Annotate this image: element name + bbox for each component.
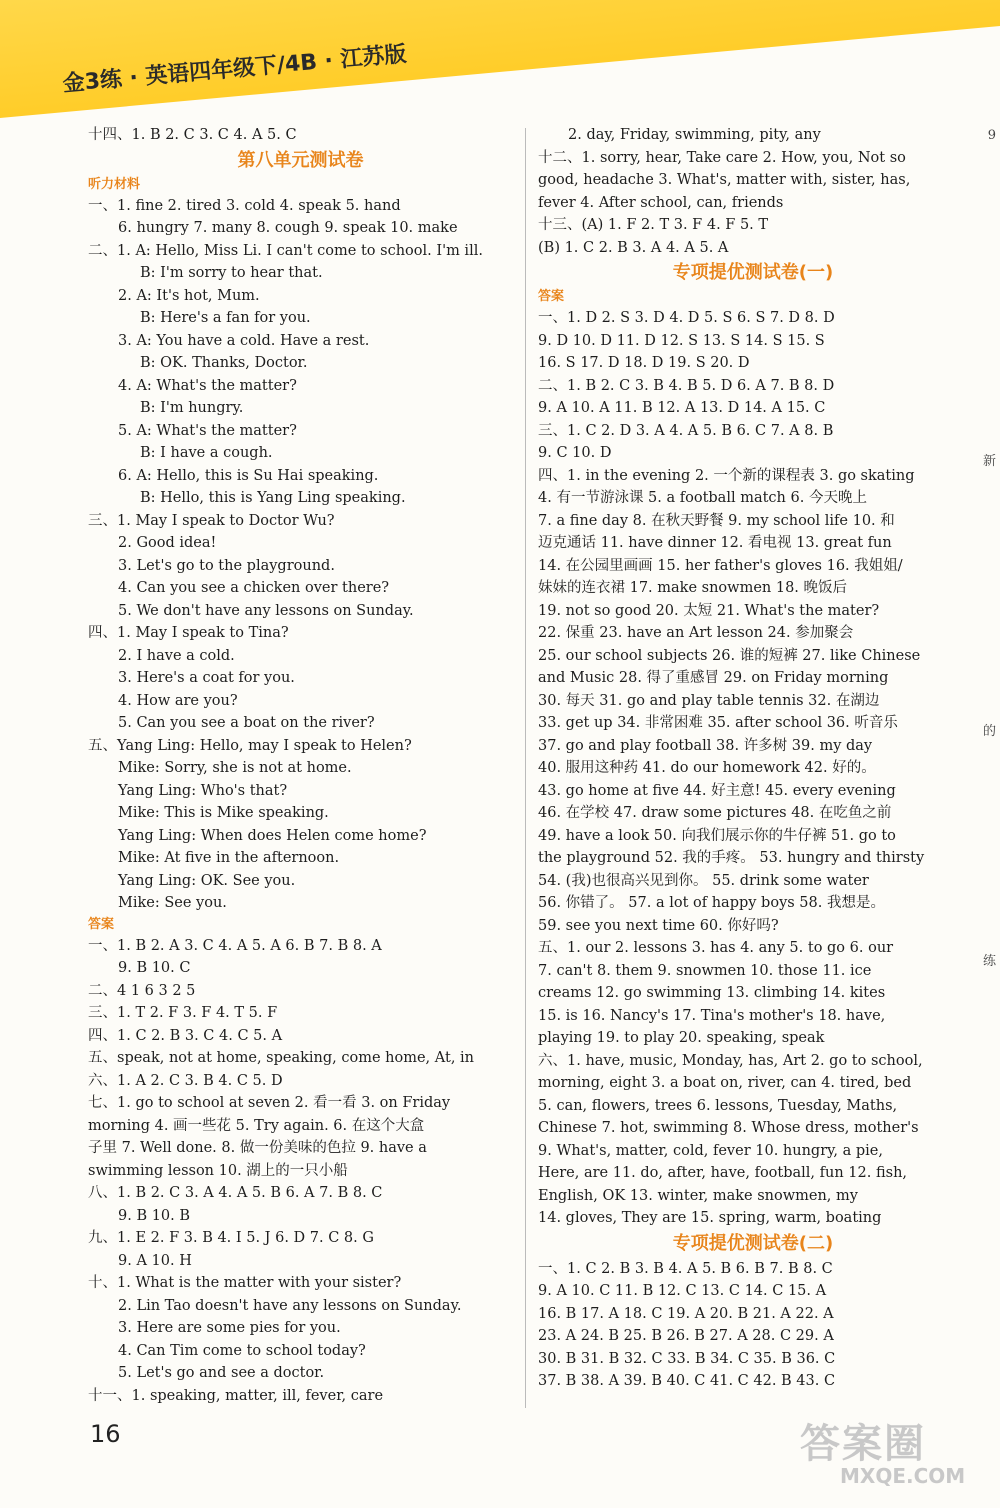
answer-line: Mike: This is Mike speaking. [118, 805, 329, 821]
answer-line: good, headache 3. What's, matter with, sister, has, [538, 172, 911, 188]
answer-line: 9. D 10. D 11. D 12. S 13. S 14. S 15. S [538, 332, 825, 349]
watermark-logo [800, 1412, 966, 1488]
section-label: 答案 [538, 289, 565, 304]
answer-line: (B) 1. C 2. B 3. A 4. A 5. A [538, 239, 729, 256]
answer-line: fever 4. After school, can, friends [538, 194, 784, 211]
answer-line: 二、1. A: Hello, Miss Li. I can't come to school. I'm ill. [88, 242, 483, 259]
answer-line: 3. Here's a coat for you. [118, 670, 295, 686]
answer-line: 2. Lin Tao doesn't have any lessons on Sunday. [118, 1297, 462, 1314]
answer-line: 七、1. go to school at seven 2. 看一看 3. on Friday [88, 1095, 451, 1111]
answer-line: 14. gloves, They are 15. spring, warm, boating [538, 1210, 882, 1226]
answer-line: 三、1. May I speak to Doctor Wu? [88, 512, 335, 529]
answer-line: B: I'm hungry. [140, 400, 244, 416]
answer-line: Here, are 11. do, after, have, football, fun 12. fish, [538, 1165, 908, 1181]
answer-line: 六、1. A 2. C 3. B 4. C 5. D [88, 1072, 283, 1089]
answer-line: B: I have a cough. [140, 445, 273, 461]
answer-line: the playground 52. 我的手疼。 53. hungry and thirsty [538, 850, 925, 866]
answer-line: 3. Here are some pies for you. [118, 1320, 341, 1336]
answer-line: 25. our school subjects 26. 谁的短裤 27. like Chinese [538, 647, 921, 664]
answer-line: 迈克通话 11. have dinner 12. 看电视 13. great fun [538, 535, 892, 551]
answer-line: 2. Good idea! [118, 535, 217, 551]
answer-line: 一、1. C 2. B 3. B 4. A 5. B 6. B 7. B 8. C [538, 1260, 833, 1277]
section-heading: 专项提优测试卷(一) [672, 262, 834, 283]
side-mark: 的 [982, 724, 996, 739]
answer-line: 4. Can you see a chicken over there? [118, 580, 390, 596]
answer-line: 五、1. our 2. lessons 3. has 4. any 5. to go 6. our [538, 940, 894, 956]
answer-line: 子里 7. Well done. 8. 做一份美味的色拉 9. have a [88, 1140, 427, 1156]
answer-line: 23. A 24. B 25. B 26. B 27. A 28. C 29. A [538, 1328, 834, 1344]
answer-line: 9. A 10. C 11. B 12. C 13. C 14. C 15. A [538, 1283, 827, 1299]
answer-line: 三、1. C 2. D 3. A 4. A 5. B 6. C 7. A 8. B [538, 422, 834, 439]
answer-line: 妹妹的连衣裙 17. make snowmen 18. 晚饭后 [538, 580, 848, 596]
answer-line: 十三、(A) 1. F 2. T 3. F 4. F 5. T [538, 217, 769, 233]
answer-line: Mike: Sorry, she is not at home. [118, 760, 352, 776]
answer-line: 46. 在学校 47. draw some pictures 48. 在吃鱼之前 [538, 805, 892, 821]
answer-line: 3. Let's go to the playground. [118, 557, 335, 574]
answer-line: 4. A: What's the matter? [118, 377, 297, 394]
answer-line: Mike: At five in the afternoon. [118, 850, 340, 866]
answer-line: 5. We don't have any lessons on Sunday. [118, 602, 414, 619]
answer-line: 9. What's, matter, cold, fever 10. hungry, a pie, [538, 1142, 883, 1159]
answer-line: 十一、1. speaking, matter, ill, fever, care [88, 1387, 384, 1404]
answer-line: 9. B 10. B [118, 1207, 191, 1224]
answer-line: 37. B 38. A 39. B 40. C 41. C 42. B 43. C [538, 1373, 836, 1389]
answer-line: Yang Ling: Who's that? [118, 782, 288, 799]
section-heading: 第八单元测试卷 [237, 149, 364, 171]
answer-line: 十二、1. sorry, hear, Take care 2. How, you, Not so [538, 149, 906, 166]
page-number: 16 [90, 1420, 121, 1448]
answer-line: 16. B 17. A 18. C 19. A 20. B 21. A 22. A [538, 1305, 834, 1322]
answer-line: 一、1. D 2. S 3. D 4. D 5. S 6. S 7. D 8. D [538, 310, 835, 326]
answer-line: 30. B 31. B 32. C 33. B 34. C 35. B 36. C [538, 1350, 836, 1367]
watermark-text: 答案圈 [800, 1421, 926, 1467]
answer-line: 3. A: You have a cold. Have a rest. [118, 332, 370, 349]
answer-line: 二、1. B 2. C 3. B 4. B 5. D 6. A 7. B 8. D [538, 377, 835, 394]
answer-line: B: Here's a fan for you. [140, 310, 311, 326]
answer-line: B: Hello, this is Yang Ling speaking. [140, 490, 406, 506]
answer-line: 9. A 10. A 11. B 12. A 13. D 14. A 15. C [538, 400, 826, 416]
watermark-url: MXQE.COM [840, 1464, 966, 1488]
answer-line: 4. 有一节游泳课 5. a football match 6. 今天晚上 [538, 490, 867, 506]
answer-line: 6. A: Hello, this is Su Hai speaking. [118, 467, 379, 484]
answer-line: 33. get up 34. 非常困难 35. after school 36. 听音乐 [538, 715, 898, 731]
answer-line: swimming lesson 10. 湖上的一只小船 [88, 1162, 348, 1179]
answer-line: 2. A: It's hot, Mum. [118, 287, 260, 304]
answer-line: and Music 28. 得了重感冒 29. on Friday morning [538, 670, 889, 686]
answer-line: Mike: See you. [118, 895, 227, 911]
answer-line: 2. I have a cold. [118, 647, 235, 664]
answer-line: 19. not so good 20. 太短 21. What's the mater? [538, 602, 880, 619]
answer-line: Yang Ling: OK. See you. [118, 872, 296, 889]
side-mark: 9 [987, 128, 996, 143]
answer-line: 43. go home at five 44. 好主意! 45. every evening [538, 782, 896, 799]
answer-line: 九、1. E 2. F 3. B 4. I 5. J 6. D 7. C 8. G [88, 1230, 374, 1246]
answer-line: 四、1. in the evening 2. 一个新的课程表 3. go skating [538, 467, 915, 484]
answer-line: morning, eight 3. a boat on, river, can 4. tired, bed [538, 1075, 912, 1091]
answer-line: 4. Can Tim come to school today? [118, 1342, 366, 1359]
answer-line: 五、speak, not at home, speaking, come home, At, in [88, 1050, 475, 1066]
answer-line: 14. 在公园里画画 15. her father's gloves 16. 我姐姐/ [538, 557, 903, 574]
answer-line: 40. 服用这种药 41. do our homework 42. 好的。 [538, 760, 876, 776]
answer-line: 56. 你错了。 57. a lot of happy boys 58. 我想是。 [538, 895, 885, 911]
section-label: 听力材料 [88, 176, 141, 192]
answer-line: creams 12. go swimming 13. climbing 14. kites [538, 985, 886, 1001]
answer-line: playing 19. to play 20. speaking, speak [538, 1030, 825, 1046]
answer-line: 十、1. What is the matter with your sister? [88, 1275, 402, 1291]
section-label: 答案 [88, 916, 115, 932]
answer-line: 6. hungry 7. many 8. cough 9. speak 10. make [118, 220, 458, 236]
side-mark: 练 [982, 954, 996, 969]
answer-line: 5. Can you see a boat on the river? [118, 715, 375, 731]
answer-line: 7. a fine day 8. 在秋天野餐 9. my school life 10. 和 [538, 512, 895, 529]
answer-line: 37. go and play football 38. 许多树 39. my day [538, 737, 873, 754]
answer-line: 一、1. fine 2. tired 3. cold 4. speak 5. hand [88, 197, 401, 214]
answer-line: 15. is 16. Nancy's 17. Tina's mother's 18. have, [538, 1007, 886, 1024]
answer-line: B: I'm sorry to hear that. [140, 265, 323, 281]
answer-line: 9. C 10. D [538, 445, 612, 461]
answer-line: Chinese 7. hot, swimming 8. Whose dress, mother's [538, 1120, 919, 1136]
side-mark: 新 [982, 454, 996, 469]
answer-line: 16. S 17. D 18. D 19. S 20. D [538, 355, 750, 371]
answer-line: 5. A: What's the matter? [118, 422, 297, 439]
left-column [88, 124, 513, 1407]
answer-line: 二、4 1 6 3 2 5 [88, 982, 196, 999]
answer-line: Yang Ling: When does Helen come home? [118, 827, 427, 844]
answer-line: 2. day, Friday, swimming, pity, any [568, 127, 821, 143]
answer-line: 9. B 10. C [118, 960, 191, 976]
answer-line: 54. (我)也很高兴见到你。 55. drink some water [538, 872, 869, 889]
answer-line: 五、Yang Ling: Hello, may I speak to Helen? [88, 737, 412, 754]
answer-line: English, OK 13. winter, make snowmen, my [538, 1187, 858, 1204]
answer-line: 5. Let's go and see a doctor. [118, 1365, 325, 1381]
answer-line: 49. have a look 50. 向我们展示你的牛仔裤 51. go to [538, 827, 896, 844]
answer-line: 4. How are you? [118, 692, 238, 709]
answer-line: 十四、1. B 2. C 3. C 4. A 5. C [88, 127, 297, 143]
answer-line: 5. can, flowers, trees 6. lessons, Tuesday, Maths, [538, 1097, 898, 1114]
answer-line: 四、1. May I speak to Tina? [88, 625, 289, 641]
answer-line: 7. can't 8. them 9. snowmen 10. those 11. ice [538, 962, 872, 979]
answer-line: 22. 保重 23. have an Art lesson 24. 参加聚会 [538, 625, 854, 641]
section-heading: 专项提优测试卷(二) [672, 1232, 834, 1254]
answer-line: 30. 每天 31. go and play table tennis 32. 在湖边 [538, 692, 880, 709]
book-title: 金3练 · 英语四年级下/4B · 江苏版 [61, 42, 408, 97]
answer-line: 六、1. have, music, Monday, has, Art 2. go to school, [538, 1052, 923, 1069]
answer-line: morning 4. 画一些花 5. Try again. 6. 在这个大盒 [88, 1117, 425, 1134]
answer-line: 9. A 10. H [118, 1252, 192, 1269]
answer-line: 三、1. T 2. F 3. F 4. T 5. F [88, 1005, 278, 1021]
answer-line: 59. see you next time 60. 你好吗? [538, 917, 779, 934]
answer-line: 一、1. B 2. A 3. C 4. A 5. A 6. B 7. B 8. A [88, 937, 382, 954]
answer-line: 八、1. B 2. C 3. A 4. A 5. B 6. A 7. B 8. C [88, 1185, 383, 1201]
answer-line: 四、1. C 2. B 3. C 4. C 5. A [88, 1027, 283, 1044]
answer-line: B: OK. Thanks, Doctor. [140, 355, 308, 371]
column-divider [525, 128, 526, 1408]
right-column [538, 124, 968, 1393]
